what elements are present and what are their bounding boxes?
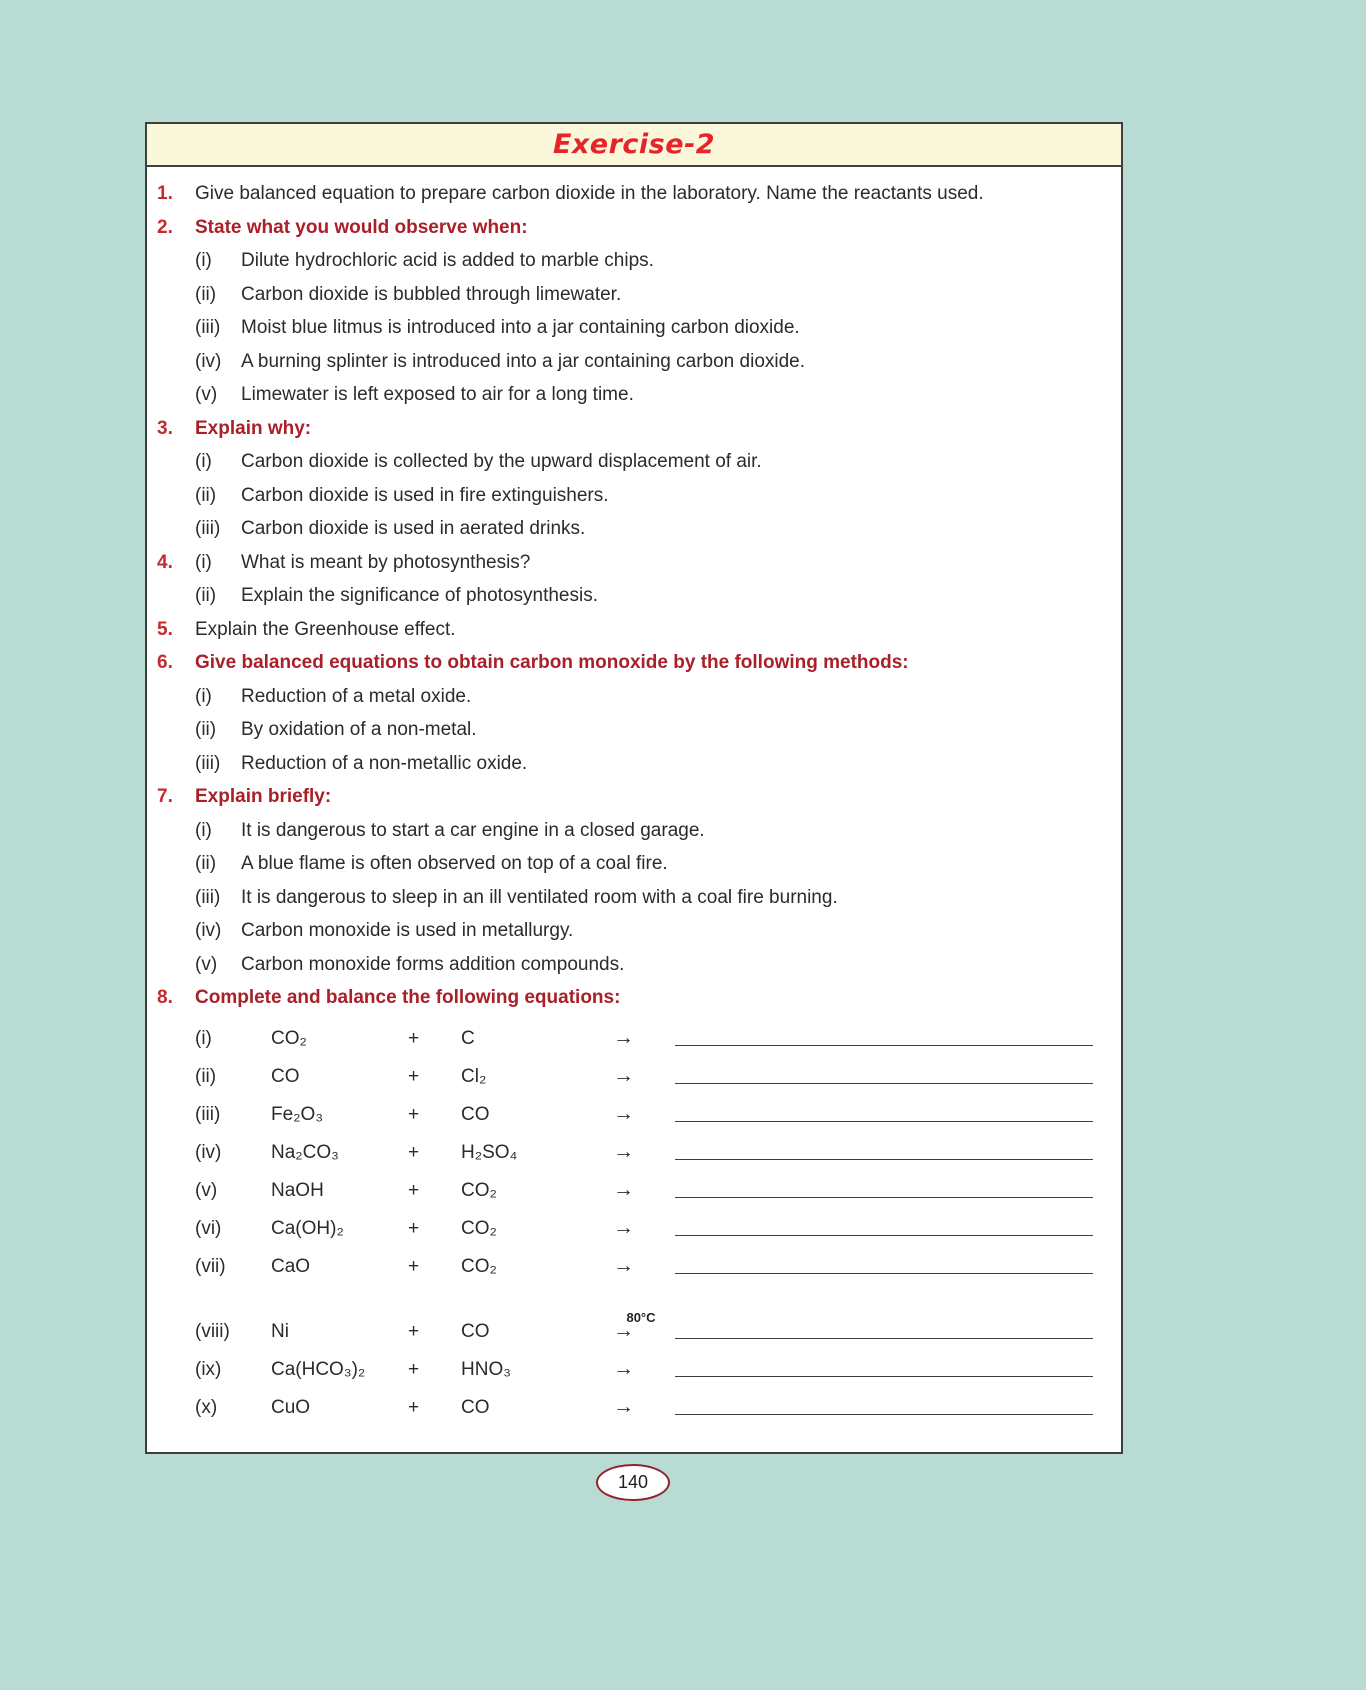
subquestion-label: (iv) — [195, 920, 222, 941]
exercise-box — [145, 122, 1123, 1454]
answer-blank-line — [675, 1376, 1093, 1377]
exercise-body — [147, 167, 1121, 1452]
plus-sign: + — [408, 1217, 420, 1239]
arrow-icon: → — [613, 1177, 634, 1201]
arrow-icon: → — [613, 1356, 634, 1380]
subquestion-label: (v) — [195, 384, 218, 405]
equation-label: (viii) — [195, 1320, 230, 1342]
answer-blank-line — [675, 1338, 1093, 1339]
question-number: 2. — [157, 216, 173, 238]
question-text: Give balanced equation to prepare carbon dioxide in the laboratory. Name the reactants used. — [195, 183, 984, 204]
equation-reactant-2: CO₂ — [461, 1217, 497, 1239]
equation-reactant-1: CaO — [271, 1255, 311, 1277]
answer-blank-line — [675, 1083, 1093, 1084]
equation-reactant-1: NaOH — [271, 1179, 324, 1201]
equation-label: (ix) — [195, 1358, 222, 1380]
equation-reactant-1: CO₂ — [271, 1027, 307, 1049]
question-number: 7. — [157, 786, 173, 807]
question-number: 6. — [157, 652, 173, 673]
subquestion-label: (ii) — [195, 719, 217, 740]
equation-label: (vii) — [195, 1255, 226, 1277]
equation-row — [195, 1309, 1093, 1350]
equation-label: (v) — [195, 1179, 218, 1201]
question-row — [157, 948, 1093, 982]
arrow-cell — [613, 1095, 675, 1134]
plus-sign: + — [408, 1179, 420, 1201]
question-number: 3. — [157, 417, 173, 439]
question-text: Carbon dioxide is bubbled through limewater. — [241, 283, 622, 305]
equation-row — [195, 1247, 1093, 1285]
plus-sign: + — [408, 1027, 420, 1049]
question-text: Carbon dioxide is collected by the upward displacement of air. — [241, 451, 762, 472]
equation-reactant-1: Ca(HCO₃)₂ — [271, 1358, 366, 1380]
equation-row — [195, 1171, 1093, 1209]
question-row — [157, 613, 1093, 647]
answer-blank-line — [675, 1273, 1093, 1274]
answer-blank-line — [675, 1159, 1093, 1160]
question-row — [157, 747, 1093, 781]
question-text: Moist blue litmus is introduced into a jar containing carbon dioxide. — [241, 317, 800, 338]
question-text: Reduction of a non-metallic oxide. — [241, 752, 528, 774]
subquestion-label: (iv) — [195, 350, 222, 372]
question-row — [157, 546, 1093, 580]
question-text: Dilute hydrochloric acid is added to marble chips. — [241, 250, 654, 271]
arrow-icon: → — [613, 1139, 634, 1163]
equation-label: (vi) — [195, 1217, 222, 1239]
equation-reactant-2: CO — [461, 1320, 490, 1342]
equation-row — [195, 1388, 1093, 1426]
equation-row — [195, 1209, 1093, 1247]
question-number: 4. — [157, 551, 173, 573]
questions-list — [157, 177, 1093, 1015]
equations-list — [195, 1019, 1093, 1426]
subquestion-label: (i) — [195, 250, 212, 271]
arrow-icon: → — [613, 1101, 634, 1125]
equation-reactant-2: H₂SO₄ — [461, 1141, 518, 1163]
equation-reactant-1: Ni — [271, 1320, 289, 1342]
arrow-icon: → — [613, 1253, 634, 1277]
question-row — [157, 345, 1093, 379]
plus-sign: + — [408, 1255, 420, 1277]
subquestion-label: (iii) — [195, 317, 221, 338]
arrow-icon: → — [613, 1318, 634, 1342]
plus-sign: + — [408, 1065, 420, 1087]
subquestion-label: (ii) — [195, 283, 217, 305]
equation-reactant-2: CO — [461, 1103, 490, 1125]
arrow-cell — [613, 1209, 675, 1248]
question-row — [157, 914, 1093, 948]
plus-sign: + — [408, 1358, 420, 1380]
question-row — [157, 378, 1093, 412]
arrow-cell — [613, 1133, 675, 1172]
question-text: Give balanced equations to obtain carbon monoxide by the following methods: — [195, 652, 909, 673]
question-text: Reduction of a metal oxide. — [241, 685, 472, 707]
question-row — [157, 713, 1093, 747]
exercise-header — [147, 124, 1121, 167]
equation-reactant-1: Fe₂O₃ — [271, 1103, 324, 1125]
question-text: It is dangerous to sleep in an ill ventilated room with a coal fire burning. — [241, 886, 838, 908]
subquestion-label: (iii) — [195, 752, 221, 774]
equation-reactant-2: C — [461, 1027, 475, 1049]
equation-label: (x) — [195, 1396, 218, 1418]
equation-reactant-2: CO₂ — [461, 1255, 497, 1277]
question-number: 8. — [157, 987, 173, 1008]
question-text: Explain the significance of photosynthesis. — [241, 585, 598, 606]
question-row — [157, 311, 1093, 345]
question-text: Explain why: — [195, 417, 312, 439]
question-text: Carbon monoxide forms addition compounds. — [241, 953, 625, 975]
arrow-cell — [613, 1171, 675, 1210]
equation-reactant-1: Na₂CO₃ — [271, 1141, 339, 1163]
answer-blank-line — [675, 1235, 1093, 1236]
question-row — [157, 579, 1093, 613]
equation-reactant-2: Cl₂ — [461, 1065, 487, 1087]
plus-sign: + — [408, 1103, 420, 1125]
equation-reactant-1: CuO — [271, 1396, 311, 1418]
equation-row — [195, 1133, 1093, 1171]
question-number: 1. — [157, 183, 173, 204]
question-text: Carbon dioxide is used in aerated drinks. — [241, 518, 586, 539]
subquestion-label: (iii) — [195, 886, 221, 908]
question-row — [157, 512, 1093, 546]
equation-label: (iii) — [195, 1103, 221, 1125]
question-row — [157, 177, 1093, 211]
answer-blank-line — [675, 1197, 1093, 1198]
question-text: A blue flame is often observed on top of a coal fire. — [241, 853, 668, 874]
reaction-condition: 80°C — [626, 1309, 656, 1325]
question-text: A burning splinter is introduced into a jar containing carbon dioxide. — [241, 350, 806, 372]
question-row — [157, 780, 1093, 814]
question-row — [157, 244, 1093, 278]
equation-row — [195, 1095, 1093, 1133]
equation-row — [195, 1057, 1093, 1095]
question-row — [157, 412, 1093, 446]
equation-label: (ii) — [195, 1065, 217, 1087]
question-text: By oxidation of a non-metal. — [241, 719, 477, 740]
question-row — [157, 680, 1093, 714]
subquestion-label: (i) — [195, 551, 212, 573]
arrow-cell — [613, 1247, 675, 1286]
subquestion-label: (ii) — [195, 484, 217, 506]
subquestion-label: (ii) — [195, 853, 217, 874]
answer-blank-line — [675, 1045, 1093, 1046]
page-number: 140 — [617, 1472, 649, 1492]
question-text: Explain briefly: — [195, 786, 332, 807]
question-row — [157, 847, 1093, 881]
equation-reactant-1: CO — [271, 1065, 300, 1087]
question-row — [157, 479, 1093, 513]
arrow-icon: → — [613, 1215, 634, 1239]
subquestion-label: (i) — [195, 451, 212, 472]
equation-row — [195, 1019, 1093, 1057]
question-number: 5. — [157, 618, 173, 640]
plus-sign: + — [408, 1320, 420, 1342]
arrow-icon: → — [613, 1394, 634, 1418]
equation-reactant-2: CO₂ — [461, 1179, 497, 1201]
subquestion-label: (ii) — [195, 585, 217, 606]
arrow-cell — [613, 1057, 675, 1096]
arrow-icon: → — [613, 1063, 634, 1087]
arrow-cell — [613, 1309, 675, 1351]
question-text: Carbon dioxide is used in fire extinguishers. — [241, 484, 609, 506]
question-row — [157, 278, 1093, 312]
equation-reactant-2: HNO₃ — [461, 1358, 511, 1380]
question-row — [157, 814, 1093, 848]
arrow-cell — [613, 1388, 675, 1427]
arrow-cell — [613, 1350, 675, 1389]
question-row — [157, 881, 1093, 915]
plus-sign: + — [408, 1141, 420, 1163]
question-text: Explain the Greenhouse effect. — [195, 618, 456, 640]
question-text: Limewater is left exposed to air for a long time. — [241, 384, 634, 405]
question-row — [157, 445, 1093, 479]
question-text: What is meant by photosynthesis? — [241, 551, 531, 573]
arrow-icon: → — [613, 1025, 634, 1049]
question-row — [157, 981, 1093, 1015]
plus-sign: + — [408, 1396, 420, 1418]
subquestion-label: (iii) — [195, 518, 221, 539]
answer-blank-line — [675, 1414, 1093, 1415]
equation-reactant-2: CO — [461, 1396, 490, 1418]
equation-label: (i) — [195, 1027, 212, 1049]
answer-blank-line — [675, 1121, 1093, 1122]
arrow-cell — [613, 1019, 675, 1058]
question-text: State what you would observe when: — [195, 216, 528, 238]
equation-label: (iv) — [195, 1141, 222, 1163]
equation-row — [195, 1350, 1093, 1388]
page-number-badge — [596, 1464, 670, 1501]
question-row — [157, 646, 1093, 680]
subquestion-label: (i) — [195, 685, 212, 707]
question-text: Carbon monoxide is used in metallurgy. — [241, 920, 574, 941]
equation-reactant-1: Ca(OH)₂ — [271, 1217, 344, 1239]
question-row — [157, 211, 1093, 245]
subquestion-label: (v) — [195, 953, 218, 975]
question-text: Complete and balance the following equations: — [195, 987, 621, 1008]
subquestion-label: (i) — [195, 819, 212, 841]
question-text: It is dangerous to start a car engine in a closed garage. — [241, 819, 705, 841]
exercise-title: Exercise-2 — [552, 129, 716, 160]
